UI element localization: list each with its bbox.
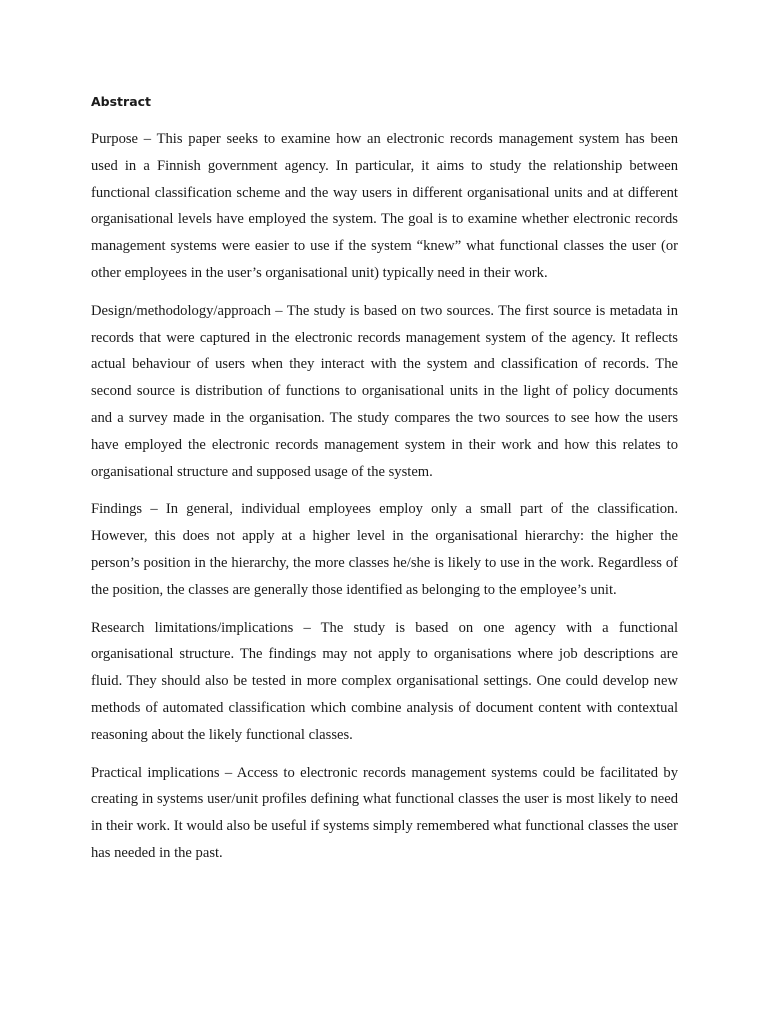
- paragraph-practical-implications: Practical implications – Access to electronic records management systems could be facilitated by creating in systems user/unit profiles defining what functional classes the user is most likely to need in their work. It would also be useful if systems simply remembered what functional classes the user has needed in the past.: [91, 764, 678, 861]
- paragraph-findings: Findings – In general, individual employees employ only a small part of the classification. However, this does not apply at a higher level in the organisational hierarchy: the higher the person’s position in the hierarchy, the more classes he/she is likely to use in the work. Regardless of the position, the classes are generally those identified as belonging to the employee’s unit.: [91, 501, 678, 598]
- paragraph-research-limitations: Research limitations/implications – The study is based on one agency with a functional organisational structure. The findings may not apply to organisations where job descriptions are fluid. They should also be tested in more complex organisational settings. One could develop new methods of automated classification which combine analysis of document content with contextual reasoning about the likely functional classes.: [91, 619, 678, 743]
- paragraph-design-methodology: Design/methodology/approach – The study is based on two sources. The first source is metadata in records that were captured in the electronic records management system of the agency. It reflects actual behaviour of users when they interact with the system and classification of records. The second source is distribution of functions to organisational units in the light of policy documents and a survey made in the organisation. The study compares the two sources to see how the users have employed the electronic records management system in their work and how this relates to organisational structure and supposed usage of the system.: [91, 302, 678, 480]
- abstract-section: [91, 92, 678, 878]
- abstract-heading: Abstract: [91, 94, 152, 109]
- paragraph-purpose: Purpose – This paper seeks to examine how an electronic records management system has been used in a Finnish government agency. In particular, it aims to study the relationship between functional classification scheme and the way users in different organisational units and at different organisational levels have employed the system. The goal is to examine whether electronic records management systems were easier to use if the system “knew” what functional classes the user (or other employees in the user’s organisational unit) typically need in their work.: [91, 131, 678, 281]
